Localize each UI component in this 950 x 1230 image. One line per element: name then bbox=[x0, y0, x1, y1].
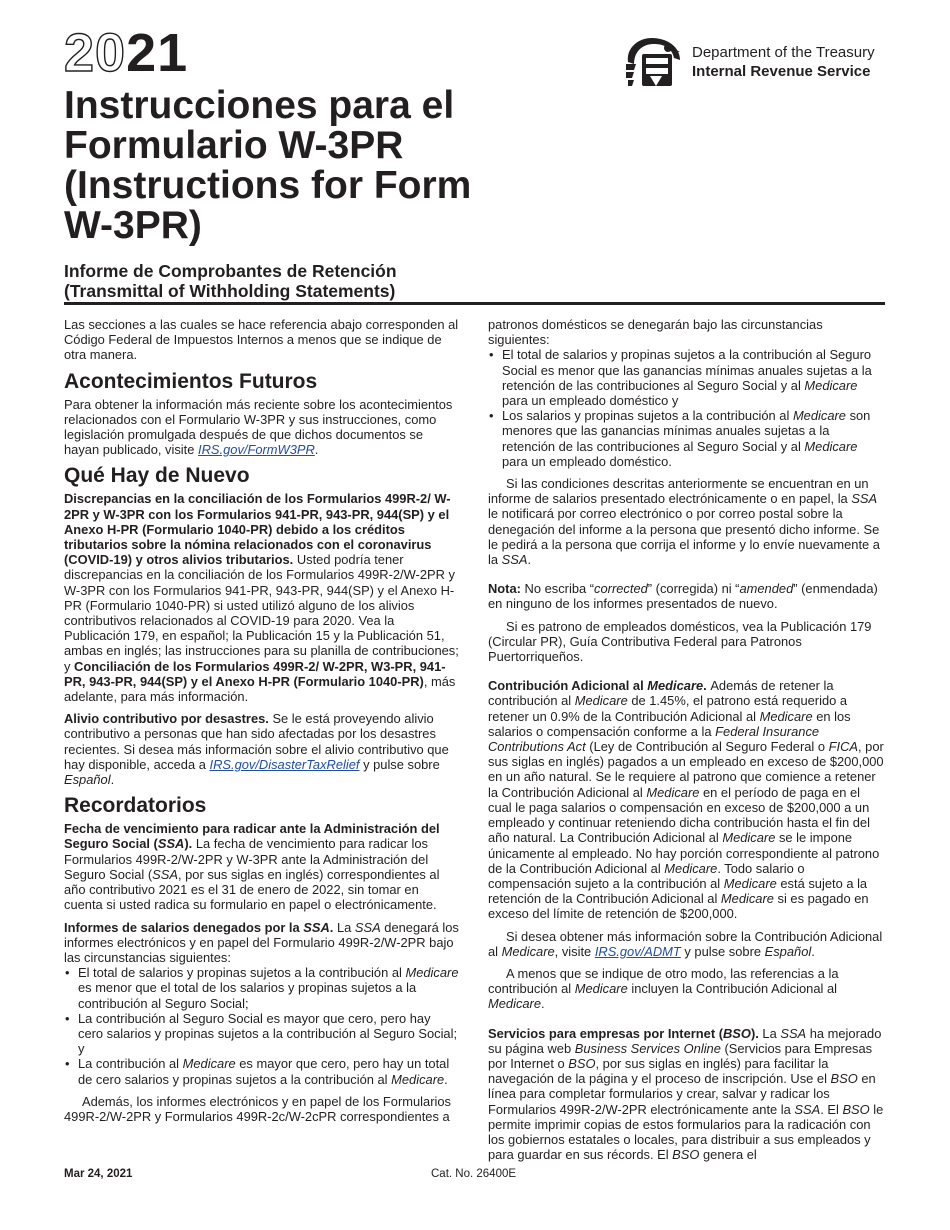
year-bold-digits: 21 bbox=[126, 23, 189, 83]
link-formw3pr[interactable]: IRS.gov/FormW3PR bbox=[198, 442, 315, 458]
intro-paragraph: Las secciones a las cuales se hace referencia abajo corresponden al Código Federal de Impuestos Internos a menos que se indique de otra manera. bbox=[64, 317, 459, 363]
contribucion-adicional-paragraph: Contribución Adicional al Medicare. Además de retener la contribución al Medicare de 1.45%, el patrono está requerido a retener un 0.9% de la Contribución Adicional al Medicare en los salarios o compensación conforme a la Federal Insurance Contributions Act (Ley de Contribución al Seguro Federal o FICA, por sus siglas en inglés) pagados a un empleado en exceso de $200,000 en un año natural. Se le requiere al patrono que comience a retener la Contribución Adicional al Medicare en el período de paga en el cual le paga salarios o compensación en exceso de $200,000 a un empleado y continuar reteniendo dicha contribución hasta el fin del año natural. La Contribución Adicional al Medicare se le impone únicamente al empleado. No hay porción correspondiente al patrono de la Contribución Adicional al Medicare. Todo salario o compensación sujeto a la contribución al Medicare está sujeto a la retención de la Contribución Adicional al Medicare si es pagado en exceso del límite de retención de $200,000. bbox=[488, 678, 884, 922]
irs-eagle-logo-icon bbox=[622, 34, 686, 90]
subtitle-line: Informe de Comprobantes de Retención bbox=[64, 261, 397, 281]
patrono-paragraph: Si es patrono de empleados domésticos, vea la Publicación 179 (Circular PR), Guía Contributiva Federal para Patronos Puertorriqueños. bbox=[488, 618, 872, 665]
alivio-paragraph: Alivio contributivo por desastres. Se le está proveyendo alivio contributivo a personas que han sido afectadas por los desastres recientes. Si desea más información sobre el alivio contributivo que hay disponible, acceda a IRS.gov/DisasterTaxRelief y pulse sobre Español. bbox=[64, 711, 449, 788]
link-disaster-tax-relief[interactable]: IRS.gov/DisasterTaxRelief bbox=[209, 756, 360, 772]
page-title bbox=[64, 86, 534, 246]
subtitle-line: (Transmittal of Withholding Statements) bbox=[64, 281, 396, 301]
agency-line-irs: Internal Revenue Service bbox=[692, 63, 871, 80]
section-heading-futuros: Acontecimientos Futuros bbox=[64, 369, 318, 393]
ademas-paragraph: Además, los informes electrónicos y en papel de los Formularios 499R-2/W-2PR y Formularios 499R-2c/W-2cPR correspondientes a bbox=[64, 1093, 451, 1124]
list-item: • La contribución al Seguro Social es mayor que cero, pero hay cero salarios y propinas sujetos a la contribución al Seguro Social; y bbox=[64, 1011, 459, 1057]
fecha-paragraph: Fecha de vencimiento para radicar ante la Administración del Seguro Social (SSA). La fecha de vencimiento para radicar los Formularios 499R-2/W-2PR y W-3PR ante la Administración del Seguro Social (SSA, por sus siglas en inglés) correspondientes al año contributivo 2021 es el 31 de enero de 2022, sin tomar en cuenta si usted radica su formulario en papel o electrónicamente. bbox=[64, 821, 440, 913]
page-subtitle bbox=[64, 261, 397, 301]
domestic-denial-list bbox=[488, 347, 885, 469]
section-heading-nuevo: Qué Hay de Nuevo bbox=[64, 464, 250, 488]
list-item: • El total de salarios y propinas sujetos a la contribución al Seguro Social es menor que las ganancias mínimas anuales sujetas a la retención de las contribuciones al Seguro Social y al Medicare para un empleado doméstico y bbox=[488, 347, 885, 408]
nota-paragraph: Nota: No escriba “corrected” (corregida) ni “amended” (enmendada) en ninguno de los informes presentados de nuevo. bbox=[488, 581, 878, 612]
informes-paragraph: Informes de salarios denegados por la SSA. La SSA denegará los informes electrónicos y en papel del Formulario 499R-2/W-2PR bajo las circunstancias siguientes: bbox=[64, 919, 459, 965]
title-line: Formulario W-3PR bbox=[64, 124, 404, 167]
bso-paragraph: Servicios para empresas por Internet (BSO). La SSA ha mejorado su página web Business Services Online (Servicios para Empresas por Internet o BSO, por sus siglas en inglés) para facilitar la navegación de la página y el proceso de inscripción. Use el BSO en línea para completar formularios y crear, salvar y radicar los Formularios 499R-2/W-2PR electrónicamente ante la SSA. El BSO le permite imprimir copias de estos formularios para la radicación con los gobiernos estatales o locales, para distribuir a sus empleados y para guardar en sus récords. El BSO genera el bbox=[488, 1025, 884, 1163]
footer-date: Mar 24, 2021 bbox=[64, 1168, 133, 1180]
footer-catalog-number: Cat. No. 26400E bbox=[431, 1168, 517, 1180]
agency-name bbox=[692, 43, 875, 81]
list-item: • El total de salarios y propinas sujetos a la contribución al Medicare es menor que el total de los salarios y propinas sujetos a la contribución al Seguro Social; bbox=[64, 965, 459, 1011]
agency-line-treasury: Department of the Treasury bbox=[692, 44, 875, 61]
title-line: Instrucciones para el bbox=[64, 84, 455, 127]
link-admt[interactable]: IRS.gov/ADMT bbox=[594, 943, 681, 959]
agency-block bbox=[622, 34, 875, 90]
admt-paragraph: Si desea obtener más información sobre la Contribución Adicional al Medicare, visite IRS.gov/ADMT y pulse sobre Español. bbox=[488, 928, 883, 959]
section-heading-recordatorios: Recordatorios bbox=[64, 794, 207, 818]
futuros-paragraph: Para obtener la información más reciente sobre los acontecimientos relacionados con el Formulario W-3PR y sus instrucciones, como legislación promulgada después de que dichos documentos se hayan publicado, visite IRS.gov/FormW3PR. bbox=[64, 396, 453, 458]
form-year bbox=[64, 23, 189, 83]
list-item: • La contribución al Medicare es mayor que cero, pero hay un total de cero salarios y propinas sujetos a la contribución al Medicare. bbox=[64, 1056, 459, 1086]
denial-list bbox=[64, 965, 459, 1087]
list-item: • Los salarios y propinas sujetos a la contribución al Medicare son menores que las ganancias mínimas anuales sujetas a la retención de las contribuciones al Seguro Social y al Medicare para un empleado doméstico. bbox=[488, 408, 885, 469]
title-line: W-3PR) bbox=[64, 204, 202, 247]
discrepancias-paragraph: Discrepancias en la conciliación de los Formularios 499R-2/ W-2PR y W-3PR con los Formularios 941-PR, 943-PR, 944(SP) y el Anexo H-PR (Formulario 1040-PR) debido a los créditos tributarios sobre la nómina relacionados con el coronavirus (COVID-19) y otros alivios tributarios. Usted podría tener discrepancias en la conciliación de los Formularios 499R-2/W-2PR y W-3PR con los Formularios 941-PR, 943-PR, 944(SP) y el Anexo H-PR (Formulario 1040-PR) si usted utilizó alguno de los alivios contributivos relacionados al COVID-19 para 2020. Vea la Publicación 179, en español; la Publicación 15 y la Publicación 51, ambas en inglés; las instrucciones para su planilla de contribuciones; y Conciliación de los Formularios 499R-2/ W-2PR, W3-PR, 941-PR, 943-PR, 944(SP) y el Anexo H-PR (Formulario 1040-PR), más adelante, para más información. bbox=[64, 491, 459, 705]
title-divider bbox=[64, 302, 885, 305]
continuation-text: patronos domésticos se denegarán bajo las circunstancias siguientes: bbox=[488, 317, 823, 348]
left-column bbox=[64, 317, 459, 1131]
condiciones-paragraph: Si las condiciones descritas anteriormente se encuentran en un informe de salarios presentado electrónicamente o en papel, la SSA le notificará por correo electrónico o por correo postal sobre la denegación del informe a la persona que presentó dicho informe. Se le pedirá a la persona que corrija el informe y lo envíe nuevamente a la SSA. bbox=[488, 476, 880, 568]
a-menos-paragraph: A menos que se indique de otro modo, las referencias a la contribución al Medicare incluyen la Contribución Adicional al Medicare. bbox=[488, 965, 839, 1012]
title-line: (Instructions for Form bbox=[64, 164, 472, 207]
year-outline-digits: 20 bbox=[64, 23, 127, 83]
right-column bbox=[488, 317, 885, 1169]
